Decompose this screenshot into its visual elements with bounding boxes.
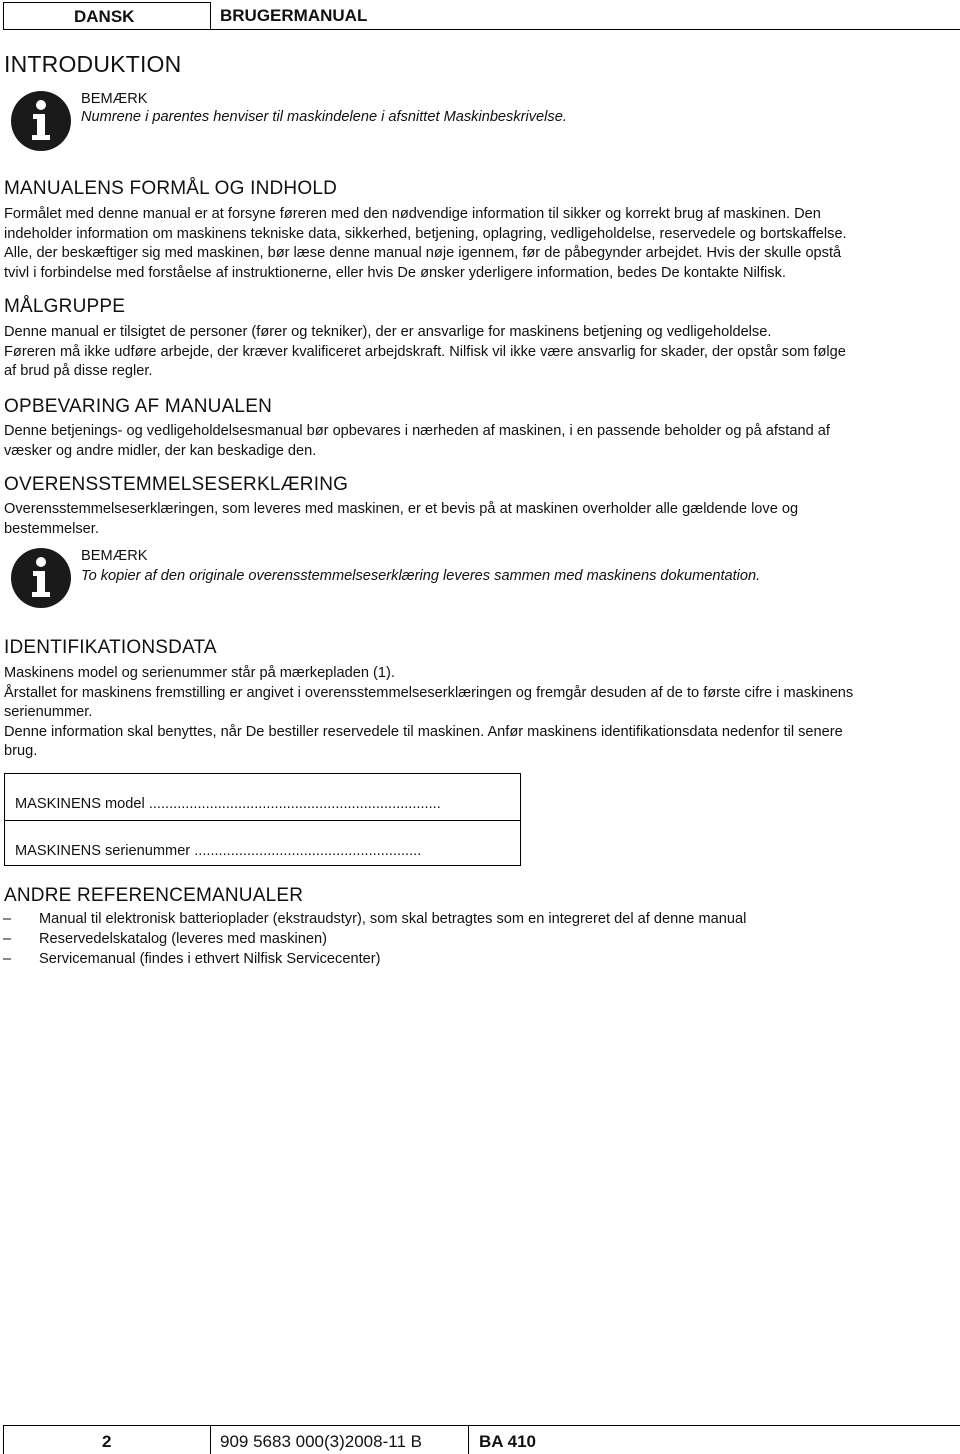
header-rule — [211, 29, 960, 30]
list-item: Manual til elektronisk batterioplader (ekstraudstyr), som skal betragtes som en integreret del af denne manual — [39, 911, 747, 927]
section-title-purpose: MANUALENS FORMÅL OG INDHOLD — [4, 178, 338, 199]
paragraph-line: Overensstemmelseserklæringen, som leveres med maskinen, er et bevis på at maskinen overholder alle gældende love og — [4, 501, 799, 517]
machine-serial-field[interactable] — [4, 820, 521, 866]
machine-model-field[interactable] — [4, 773, 521, 821]
paragraph-line: Føreren må ikke udføre arbejde, der kræver kvalificeret arbejdskraft. Nilfisk vil ikke være ansvarlig for skader, der opstår som følge — [4, 343, 846, 360]
list-bullet: – — [3, 951, 12, 967]
section-title-target-group: MÅLGRUPPE — [4, 296, 126, 317]
paragraph-line: Denne information skal benyttes, når De bestiller reservedele til maskinen. Anfør maskinens identifikationsdata nedenfor til senere — [4, 723, 843, 740]
footer-doc-code: 909 5683 000(3)2008-11 B — [220, 1432, 422, 1451]
paragraph-line: væsker og andre midler, der kan beskadige den. — [4, 442, 317, 459]
paragraph-line: Formålet med denne manual er at forsyne føreren med den nødvendige information til sikker og korrekt brug af maskinen. Den — [4, 206, 821, 222]
paragraph-line: Denne betjenings- og vedligeholdelsesmanual bør opbevares i nærheden af maskinen, i en passende beholder og på afstand af — [4, 423, 830, 439]
section-title-introduction: INTRODUKTION — [4, 51, 182, 77]
footer-model-cell — [469, 1425, 960, 1454]
note-text: Numrene i parentes henviser til maskindelene i afsnittet Maskinbeskrivelse. — [81, 109, 567, 125]
paragraph-line: Maskinens model og serienummer står på mærkepladen (1). — [4, 665, 395, 681]
list-bullet: – — [3, 931, 12, 947]
paragraph-line: serienummer. — [4, 704, 93, 721]
list-item: Reservedelskatalog (leveres med maskinen) — [39, 931, 327, 947]
info-icon — [10, 90, 72, 152]
note-label: BEMÆRK — [81, 91, 148, 107]
target-paragraph — [4, 323, 959, 382]
footer-model: BA 410 — [479, 1432, 537, 1451]
identification-paragraph — [4, 664, 959, 762]
footer — [0, 1425, 960, 1454]
section-title-conformity: OVERENSSTEMMELSESERKLÆRING — [4, 474, 349, 495]
list-bullet: – — [3, 911, 12, 927]
header-language-box — [3, 2, 211, 30]
info-icon — [10, 547, 72, 609]
note-text: To kopier af den originale overensstemmelseserklæring leveres sammen med maskinens dokumentation. — [81, 568, 761, 584]
header-language: DANSK — [74, 7, 135, 26]
machine-model-label: MASKINENS model ........................................................................ — [15, 796, 441, 812]
section-title-storage: OPBEVARING AF MANUALEN — [4, 396, 272, 417]
paragraph-line: brug. — [4, 743, 38, 760]
paragraph-line: bestemmelser. — [4, 520, 99, 537]
section-title-references: ANDRE REFERENCEMANUALER — [4, 885, 304, 906]
footer-page-number: 2 — [102, 1432, 112, 1451]
section-title-identification: IDENTIFIKATIONSDATA — [4, 637, 217, 658]
purpose-paragraph — [4, 205, 959, 283]
footer-doc-cell — [211, 1425, 469, 1454]
list-item: Servicemanual (findes i ethvert Nilfisk Servicecenter) — [39, 951, 381, 967]
note-label: BEMÆRK — [81, 548, 148, 564]
conformity-paragraph — [4, 500, 959, 539]
paragraph-line: af brud på disse regler. — [4, 363, 153, 380]
storage-paragraph — [4, 422, 959, 461]
paragraph-line: Alle, der beskæftiger sig med maskinen, bør læse denne manual nøje igennem, før de påbegynder arbejdet. Hvis der skulle opstå — [4, 245, 842, 262]
paragraph-line: Denne manual er tilsigtet de personer (fører og tekniker), der er ansvarlige for maskinens betjening og vedligeholdelse. — [4, 324, 772, 340]
paragraph-line: Årstallet for maskinens fremstilling er angivet i overensstemmelseserklæringen og fremgår desuden af de to første cifre i maskinens — [4, 684, 854, 701]
machine-serial-label: MASKINENS serienummer ........................................................ — [15, 843, 422, 859]
footer-page-cell — [3, 1425, 211, 1454]
header-manual-type: BRUGERMANUAL — [220, 6, 368, 25]
paragraph-line: tvivl i forbindelse med forståelse af instruktionerne, eller hvis De ønsker yderligere information, bedes De kontakte Nilfisk. — [4, 264, 786, 281]
paragraph-line: indeholder information om maskinens tekniske data, sikkerhed, betjening, oplagring, vedligeholdelse, reservedele og bortskaffelse. — [4, 225, 847, 242]
